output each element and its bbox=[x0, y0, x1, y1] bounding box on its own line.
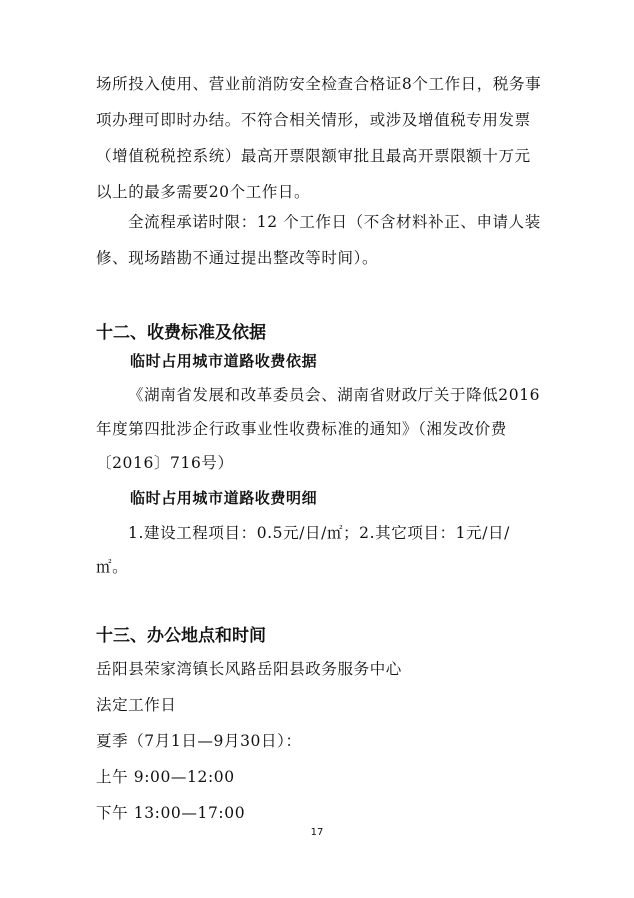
office-address: 岳阳县荣家湾镇长风路岳阳县政务服务中心 bbox=[96, 660, 402, 678]
paragraph-total-time: 全流程承诺时限：12 个工作日（不含材料补正、申请人装修、现场踏勘不通过提出整改等时间）。 bbox=[96, 213, 541, 267]
fee-basis-subheading: 临时占用城市道路收费依据 bbox=[130, 352, 318, 370]
page-number: 17 bbox=[310, 827, 324, 838]
fee-detail-text: 1.建设工程项目：0.5元/日/㎡；2.其它项目：1元/日/㎡。 bbox=[96, 524, 510, 576]
afternoon-hours: 下午 13:00—17:00 bbox=[96, 804, 246, 822]
section-13-heading: 十三、办公地点和时间 bbox=[96, 626, 266, 646]
summer-period: 夏季（7月1日—9月30日）： bbox=[96, 732, 302, 750]
section-12-heading: 十二、收费标准及依据 bbox=[96, 323, 266, 343]
workday-label: 法定工作日 bbox=[96, 696, 177, 714]
fee-basis-text: 《湖南省发展和改革委员会、湖南省财政厅关于降低2016年度第四批涉企行政事业性收费标准的通知》（湘发改价费〔2016〕716号） bbox=[96, 386, 541, 472]
morning-hours: 上午 9:00—12:00 bbox=[96, 768, 235, 786]
paragraph-continuation: 场所投入使用、营业前消防安全检查合格证8个工作日，税务事项办理可即时办结。不符合相关情形，或涉及增值税专用发票（增值税税控系统）最高开票限额审批且最高开票限额十万元以上的最多需要20个工作日。 bbox=[96, 75, 542, 201]
fee-detail-subheading: 临时占用城市道路收费明细 bbox=[130, 489, 318, 507]
